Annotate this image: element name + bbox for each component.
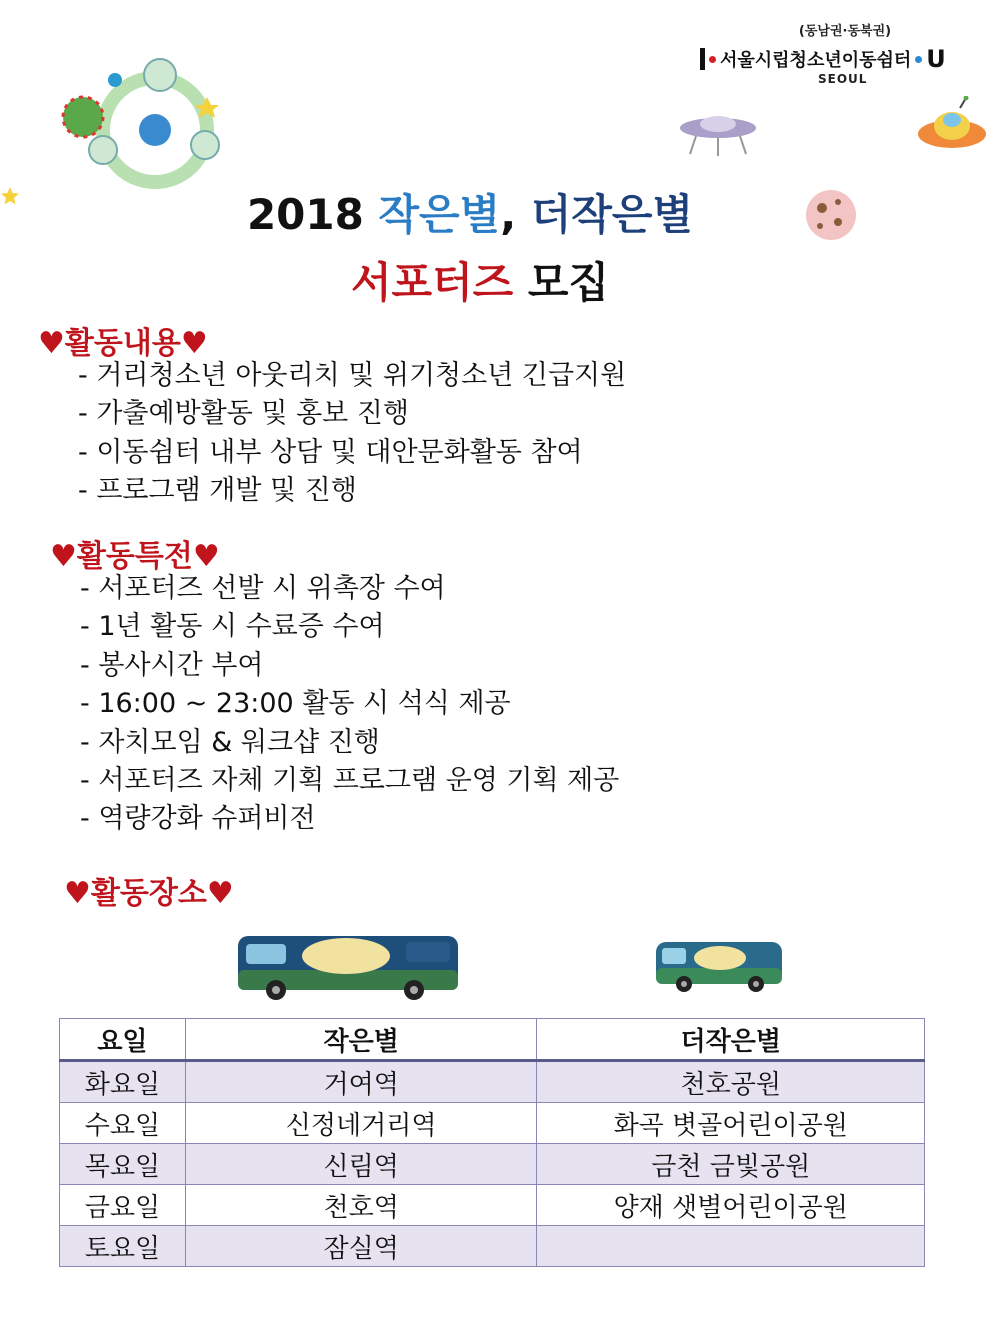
flying-saucer-icon xyxy=(916,96,988,156)
section-heading-activities xyxy=(38,318,208,362)
table-cell-day: 금요일 xyxy=(60,1185,186,1226)
table-cell-day: 토요일 xyxy=(60,1226,186,1267)
benefits-list xyxy=(80,570,619,839)
section-heading-label: 활동내용 xyxy=(64,326,181,361)
table-cell-small-star: 천호역 xyxy=(185,1185,537,1226)
table-header-row xyxy=(60,1019,925,1061)
organization-logo xyxy=(700,44,946,74)
logo-u-mark: U xyxy=(926,45,946,73)
heart-icon: ♥ xyxy=(50,539,77,574)
section-heading-benefits xyxy=(50,531,220,575)
logo-bar-mark xyxy=(700,48,705,70)
list-item: - 서포터즈 선발 시 위촉장 수여 xyxy=(80,573,446,604)
section-heading-places xyxy=(64,868,234,912)
heart-icon: ♥ xyxy=(38,326,65,361)
activities-list xyxy=(78,357,626,511)
heart-icon: ♥ xyxy=(180,326,208,361)
list-item: - 16:00 ~ 23:00 활동 시 석식 제공 xyxy=(80,688,511,720)
list-item: - 자치모임 & 워크샵 진행 xyxy=(80,726,380,758)
logo-red-dot xyxy=(709,56,716,63)
schedule-table xyxy=(59,1018,925,1267)
ufo-icon xyxy=(676,110,760,160)
table-cell-day: 화요일 xyxy=(60,1061,186,1103)
title-year: 2018 xyxy=(246,190,379,239)
table-cell-day: 수요일 xyxy=(60,1103,186,1144)
table-cell-small-star: 신림역 xyxy=(185,1144,537,1185)
table-row xyxy=(60,1061,925,1103)
logo-seoul-label: SEOUL xyxy=(818,72,868,86)
column-header-small-star: 작은별 xyxy=(185,1019,537,1061)
table-row xyxy=(60,1185,925,1226)
title-comma: , xyxy=(500,190,531,239)
table-cell-small-star: 신정네거리역 xyxy=(185,1103,537,1144)
table-cell-smaller-star xyxy=(537,1226,925,1267)
small-bus-icon xyxy=(654,938,786,994)
list-item: - 서포터즈 자체 기획 프로그램 운영 기획 제공 xyxy=(80,765,620,797)
list-item: - 1년 활동 시 수료증 수여 xyxy=(80,611,385,643)
astronauts-illustration xyxy=(55,35,255,195)
list-item: - 프로그램 개발 및 진행 xyxy=(78,475,357,507)
table-cell-smaller-star: 천호공원 xyxy=(537,1061,925,1103)
table-cell-smaller-star: 양재 샛별어린이공원 xyxy=(537,1185,925,1226)
table-cell-smaller-star: 금천 금빛공원 xyxy=(537,1144,925,1185)
table-cell-small-star: 잠실역 xyxy=(185,1226,537,1267)
list-item: - 역량강화 슈퍼비전 xyxy=(80,803,316,835)
table-row xyxy=(60,1103,925,1144)
heart-icon: ♥ xyxy=(192,539,220,574)
title-program-1: 작은별 xyxy=(378,190,501,239)
table-row xyxy=(60,1226,925,1267)
list-item: - 봉사시간 부여 xyxy=(80,649,264,681)
table-row xyxy=(60,1144,925,1185)
section-heading-label: 활동장소 xyxy=(90,876,207,911)
list-item: - 거리청소년 아웃리치 및 위기청소년 긴급지원 xyxy=(78,360,627,391)
column-header-smaller-star: 더작은별 xyxy=(537,1019,925,1061)
page-title xyxy=(0,182,940,242)
section-heading-label: 활동특전 xyxy=(76,539,193,574)
column-header-day: 요일 xyxy=(60,1019,186,1061)
logo-blue-dot xyxy=(915,56,922,63)
logo-org-name: 서울시립청소년이동쉼터 xyxy=(720,50,912,71)
list-item: - 가출예방활동 및 홍보 진행 xyxy=(78,398,409,430)
table-cell-smaller-star: 화곡 볏골어린이공원 xyxy=(537,1103,925,1144)
table-cell-small-star: 거여역 xyxy=(185,1061,537,1103)
logo-region-label: (동남권·동북권) xyxy=(798,24,892,39)
subtitle-supporters: 서포터즈 xyxy=(350,258,514,307)
page-subtitle xyxy=(0,250,960,310)
subtitle-recruit: 모집 xyxy=(513,258,610,307)
table-cell-day: 목요일 xyxy=(60,1144,186,1185)
heart-icon: ♥ xyxy=(206,876,234,911)
large-bus-icon xyxy=(236,930,462,1002)
heart-icon: ♥ xyxy=(64,876,91,911)
title-program-2: 더작은별 xyxy=(530,190,694,239)
list-item: - 이동쉼터 내부 상담 및 대안문화활동 참여 xyxy=(78,436,583,468)
